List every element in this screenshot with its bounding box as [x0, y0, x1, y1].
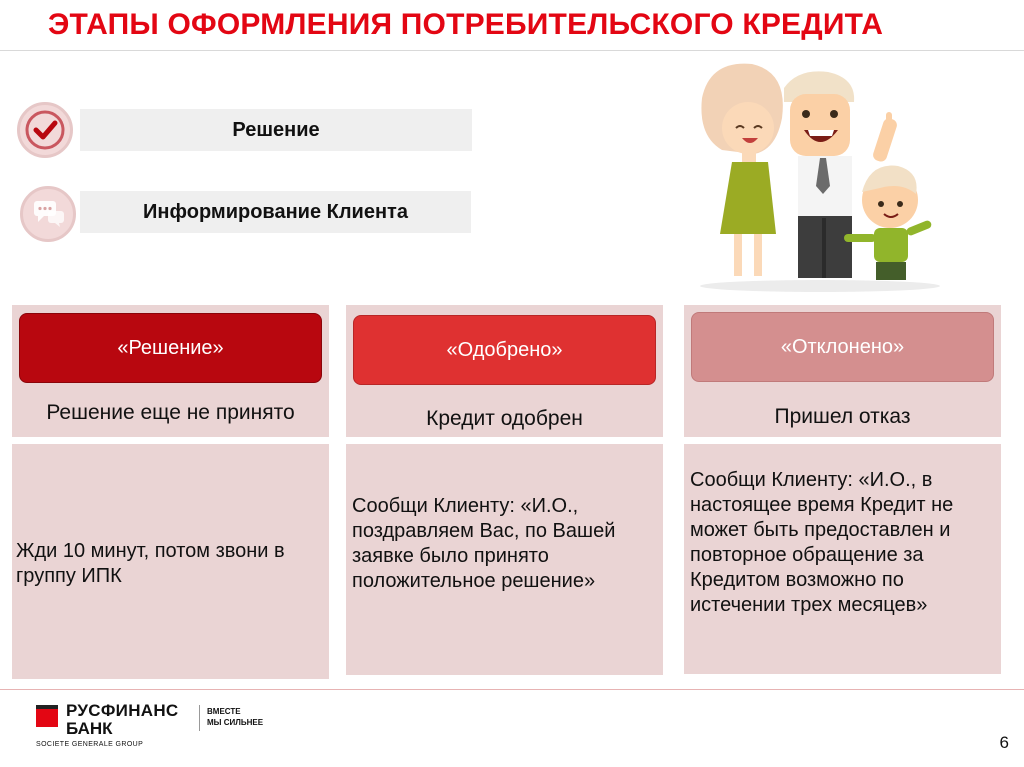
step-inform-bar — [80, 191, 471, 233]
step-decision-icon-circle — [17, 102, 73, 158]
step-inform-icon-circle — [20, 186, 76, 242]
status-pill-approved-label: «Одобрено» — [446, 338, 563, 361]
bank-logo-stripe — [36, 705, 58, 709]
status-pill-rejected — [691, 312, 994, 382]
status-caption-decision: Решение еще не принято — [46, 401, 295, 424]
status-message-decision: Жди 10 минут, потом звони в группу ИПК — [16, 540, 285, 587]
slide-title: ЭТАПЫ ОФОРМЛЕНИЯ ПОТРЕБИТЕЛЬСКОГО КРЕДИТА — [48, 8, 884, 41]
status-pill-approved — [353, 315, 656, 385]
status-column-rejected-header — [684, 305, 1001, 437]
step-decision-label: Решение — [232, 118, 320, 141]
bank-group-name: SOCIETE GENERALE GROUP — [36, 741, 144, 748]
status-caption-rejected: Пришел отказ — [774, 405, 911, 428]
status-pill-rejected-label: «Отклонено» — [780, 335, 905, 358]
slogan-line2: МЫ СИЛЬНЕЕ — [207, 718, 264, 727]
bank-name-line2: БАНК — [66, 719, 113, 738]
status-message-approved: Сообщи Клиенту: «И.О., поздравляем Вас, по Вашей заявке было принято положительное решение» — [352, 495, 616, 592]
title-divider — [0, 50, 1024, 51]
slogan-line1: ВМЕСТЕ — [207, 707, 241, 716]
status-column-decision-header — [12, 305, 329, 437]
status-message-rejected: Сообщи Клиенту: «И.О., в настоящее время Кредит не может быть предоставлен и повторное обращение за Кредитом возможно по истечении трех месяцев» — [690, 469, 954, 616]
chat-bubbles-icon — [23, 189, 73, 239]
status-pill-decision — [19, 313, 322, 383]
family-illustration — [680, 58, 970, 298]
footer-divider — [0, 689, 1024, 690]
status-pill-decision-label: «Решение» — [117, 336, 224, 359]
bank-name-line1: РУСФИНАНС — [66, 701, 179, 720]
status-caption-approved: Кредит одобрен — [426, 407, 583, 430]
checkmark-icon — [20, 105, 70, 155]
page-number: 6 — [999, 733, 1009, 752]
step-decision-bar — [80, 109, 472, 151]
slogan — [207, 706, 263, 728]
status-column-rejected-body — [684, 444, 1001, 674]
status-column-approved-body — [346, 444, 663, 675]
slogan-divider — [199, 705, 200, 731]
status-column-decision-body — [12, 444, 329, 679]
step-inform-label: Информирование Клиента — [143, 200, 408, 223]
status-column-approved-header — [346, 305, 663, 437]
